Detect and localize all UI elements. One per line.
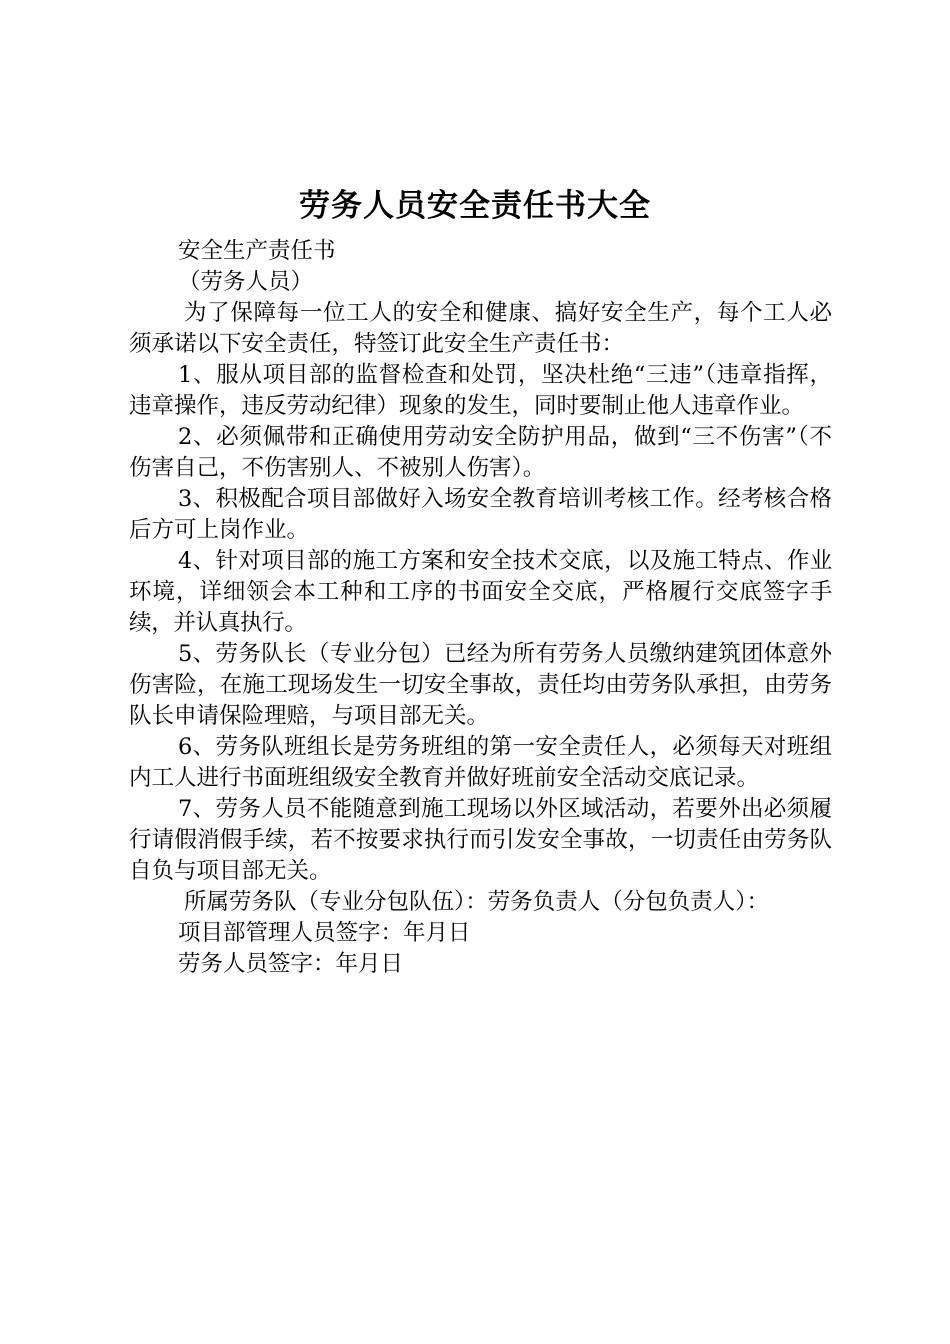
signature-worker-line: 劳务人员签字：年月日 <box>178 951 404 977</box>
item-7-paragraph: 7、劳务人员不能随意到施工现场以外区域活动，若要外出必须履行请假消假手续，若不按要求执行而引发安全事故，一切责任由劳务队自负与项目部无关。 <box>129 796 832 884</box>
document-title: 劳务人员安全责任书大全 <box>299 188 651 224</box>
signature-manager-line: 项目部管理人员签字：年月日 <box>178 920 471 946</box>
heading-line-2: （劳务人员） <box>178 269 314 295</box>
item-5-paragraph: 5、劳务队长（专业分包）已经为所有劳务人员缴纳建筑团体意外伤害险，在施工现场发生一切安全事故，责任均由劳务队承担，由劳务队长申请保险理赔，与项目部无关。 <box>129 641 832 729</box>
intro-paragraph: 为了保障每一位工人的安全和健康、搞好安全生产，每个工人必须承诺以下安全责任，特签订此安全生产责任书： <box>129 300 832 357</box>
signature-team-line: 所属劳务队（专业分包队伍）：劳务负责人（分包负责人）： <box>184 889 770 915</box>
item-4-paragraph: 4、针对项目部的施工方案和安全技术交底，以及施工特点、作业环境，详细领会本工种和工序的书面安全交底，严格履行交底签字手续，并认真执行。 <box>129 548 832 636</box>
item-6-paragraph: 6、劳务队班组长是劳务班组的第一安全责任人，必须每天对班组内工人进行书面班组级安全教育并做好班前安全活动交底记录。 <box>129 734 832 791</box>
item-3-paragraph: 3、积极配合项目部做好入场安全教育培训考核工作。经考核合格后方可上岗作业。 <box>129 486 832 543</box>
heading-line-1: 安全生产责任书 <box>178 238 336 264</box>
item-1-paragraph: 1、服从项目部的监督检查和处罚，坚决杜绝“三违”（违章指挥，违章操作，违反劳动纪律）现象的发生，同时要制止他人违章作业。 <box>129 362 832 419</box>
item-2-paragraph: 2、必须佩带和正确使用劳动安全防护用品，做到“三不伤害”（不伤害自己，不伤害别人、不被别人伤害）。 <box>129 424 832 481</box>
document-body <box>129 236 832 980</box>
